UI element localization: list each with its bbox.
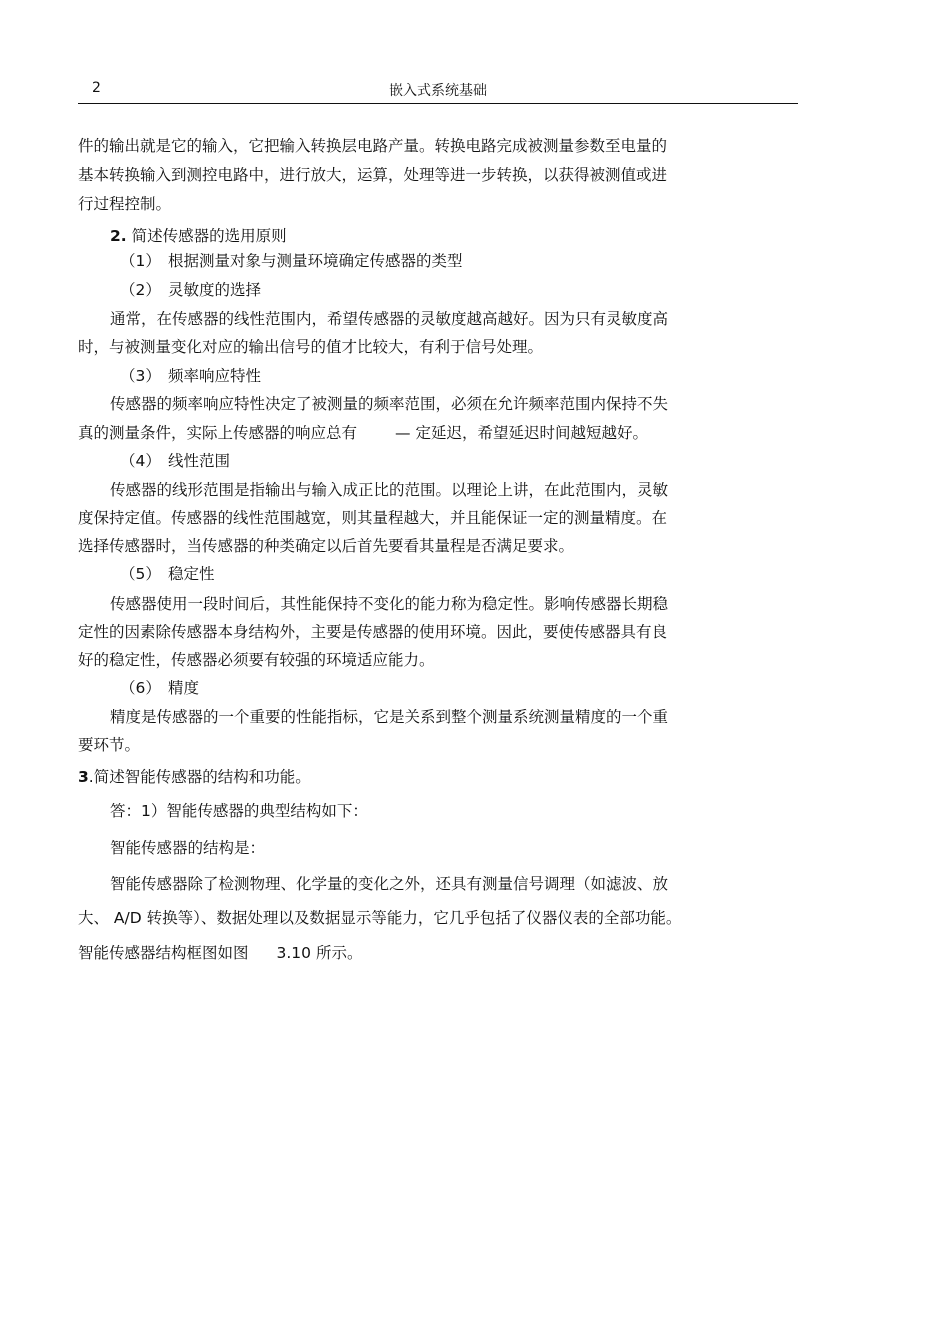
paragraph-line: 度保持定值。传感器的线性范围越宽，则其量程越大，并且能保证一定的测量精度。在 [78, 509, 668, 527]
item-title: 稳定性 [168, 565, 215, 583]
question-2-heading [110, 226, 287, 246]
paragraph-line: 行过程控制。 [78, 195, 172, 213]
item-title: 精度 [168, 679, 200, 697]
item-number: （1） [120, 252, 161, 270]
item-title: 灵敏度的选择 [168, 281, 262, 299]
principle-item-1 [120, 251, 463, 271]
answer-line: 智能传感器的结构是： [110, 839, 266, 857]
question-number: 3 [78, 768, 89, 786]
item-number: （5） [120, 565, 161, 583]
item-number: （4） [120, 452, 161, 470]
answer-line [78, 943, 362, 963]
paragraph-line: 传感器的频率响应特性决定了被测量的频率范围，必须在允许频率范围内保持不失 [110, 395, 669, 413]
item-number: （2） [120, 281, 161, 299]
paragraph-line: 件的输出就是它的输入，它把输入转换层电路产量。转换电路完成被测量参数至电量的 [78, 137, 668, 155]
text-segment: 智能传感器结构框图如图 [78, 944, 249, 962]
question-number: 2. [110, 227, 127, 245]
paragraph-line: 传感器的线形范围是指输出与输入成正比的范围。以理论上讲，在此范围内，灵敏 [110, 481, 669, 499]
text-segment: 3.10 所示。 [276, 944, 363, 962]
answer-line: 答：1）智能传感器的典型结构如下： [110, 802, 368, 820]
item-number: （3） [120, 367, 161, 385]
paragraph-line: 好的稳定性，传感器必须要有较强的环境适应能力。 [78, 651, 435, 669]
principle-item-5 [120, 564, 215, 584]
answer-line: 大、 A/D 转换等）、数据处理以及数据显示等能力，它几乎包括了仪器仪表的全部功能。 [78, 909, 682, 927]
item-title: 线性范围 [168, 452, 231, 470]
principle-item-4 [120, 451, 230, 471]
text-segment: 真的测量条件，实际上传感器的响应总有 [78, 424, 358, 442]
paragraph-line [78, 423, 648, 443]
principle-item-6 [120, 678, 199, 698]
paragraph-line: 传感器使用一段时间后，其性能保持不变化的能力称为稳定性。影响传感器长期稳 [110, 595, 669, 613]
item-number: （6） [120, 679, 161, 697]
question-title: .简述智能传感器的结构和功能。 [88, 768, 311, 786]
header-rule [78, 103, 798, 104]
page-number: 2 [92, 80, 101, 96]
text-segment: — 定延迟，希望延迟时间越短越好。 [395, 424, 648, 442]
paragraph-line: 基本转换输入到测控电路中，进行放大，运算，处理等进一步转换，以获得被测值或进 [78, 166, 668, 184]
paragraph-line: 通常，在传感器的线性范围内，希望传感器的灵敏度越高越好。因为只有灵敏度高 [110, 310, 669, 328]
principle-item-2 [120, 280, 261, 300]
paragraph-line: 定性的因素除传感器本身结构外，主要是传感器的使用环境。因此，要使传感器具有良 [78, 623, 668, 641]
paragraph-line: 选择传感器时，当传感器的种类确定以后首先要看其量程是否满足要求。 [78, 537, 575, 555]
running-title: 嵌入式系统基础 [389, 83, 487, 99]
page-header [78, 78, 798, 104]
item-title: 根据测量对象与测量环境确定传感器的类型 [168, 252, 463, 270]
answer-line: 智能传感器除了检测物理、化学量的变化之外，还具有测量信号调理（如滤波、放 [110, 875, 669, 893]
question-3-heading [78, 767, 311, 787]
item-title: 频率响应特性 [168, 367, 262, 385]
paragraph-line: 精度是传感器的一个重要的性能指标，它是关系到整个测量系统测量精度的一个重 [110, 708, 669, 726]
paragraph-line: 时，与被测量变化对应的输出信号的值才比较大，有利于信号处理。 [78, 338, 544, 356]
question-title: 简述传感器的选用原则 [131, 227, 287, 245]
principle-item-3 [120, 366, 261, 386]
paragraph-line: 要环节。 [78, 736, 141, 754]
